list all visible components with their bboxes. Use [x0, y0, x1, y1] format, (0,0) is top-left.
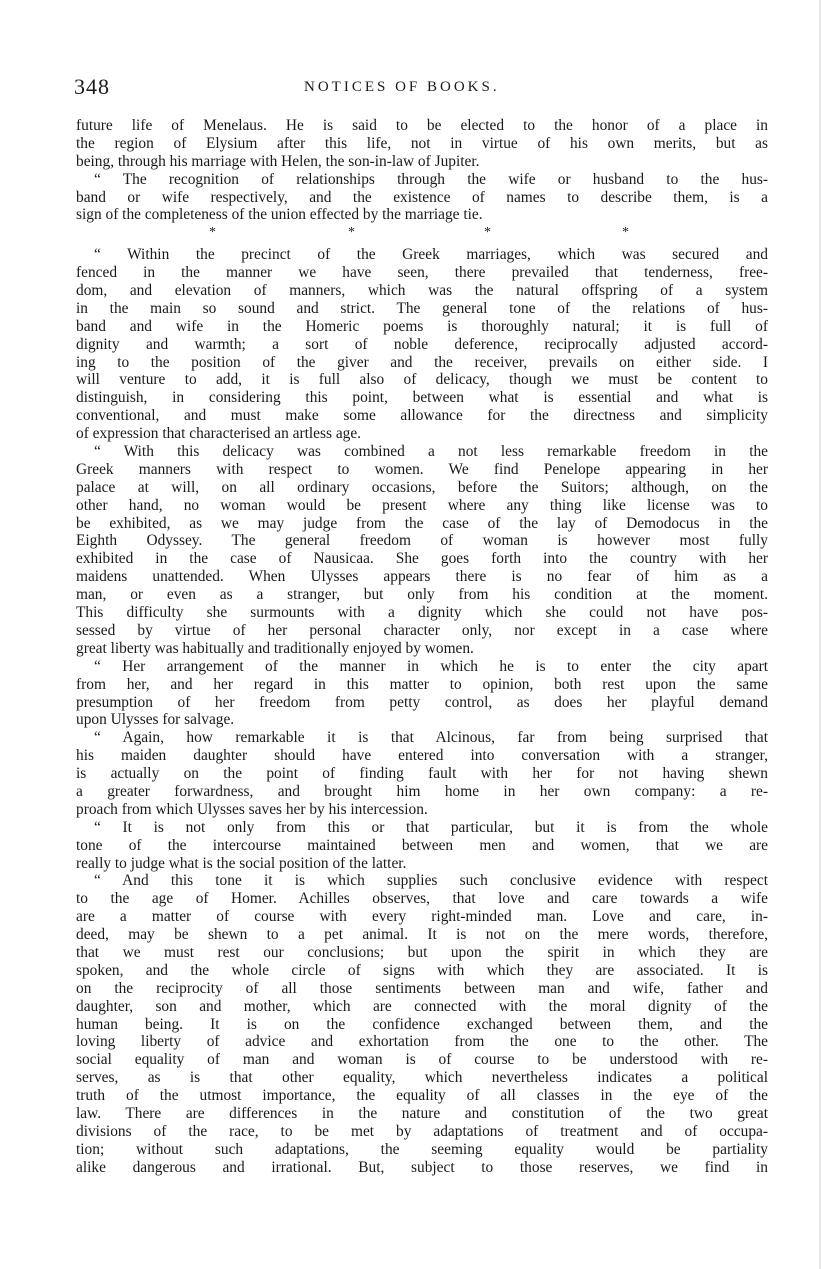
text-line: really to judge what is the social position of the latter. [76, 854, 407, 872]
text-line: “ The recognition of relationships through the wife or husband to the hus- [94, 170, 768, 188]
text-line: palace at will, on all ordinary occasions, before the Suitors; although, on the [76, 478, 768, 496]
text-line: a greater forwardness, and brought him home in her own company: a re- [76, 782, 768, 800]
text-line: of expression that characterised an artless age. [76, 425, 362, 443]
text-line: conventional, and must make some allowance for the directness and simplicity [76, 407, 768, 425]
asterisk: * [348, 225, 355, 241]
text-line: are a matter of course with every right-minded man. Love and care, in- [76, 908, 768, 926]
page-header [74, 74, 774, 104]
text-line: “ Her arrangement of the manner in which he is to enter the city apart [94, 657, 768, 675]
text-line: band or wife respectively, and the existence of names to describe them, is a [76, 188, 768, 206]
text-line: upon Ulysses for salvage. [76, 711, 235, 729]
text-line: will venture to add, it is full also of delicacy, though we must be content to [76, 371, 768, 389]
text-line: from her, and her regard in this matter to opinion, both rest upon the same [76, 675, 768, 693]
text-line: Greek manners with respect to women. We find Penelope appearing in her [76, 460, 768, 478]
text-line: Eighth Odyssey. The general freedom of woman is however most fully [76, 532, 768, 550]
asterisk: * [622, 225, 629, 241]
text-line: truth of the utmost importance, the equality of all classes in the eye of the [76, 1087, 768, 1105]
text-line: future life of Menelaus. He is said to be elected to the honor of a place in [76, 117, 768, 134]
text-line: to the age of Homer. Achilles observes, that love and care towards a wife [76, 890, 768, 908]
text-line: law. There are differences in the nature and constitution of the two great [76, 1104, 768, 1122]
text-line: band and wife in the Homeric poems is thoroughly natural; it is full of [76, 317, 768, 335]
text-line: “ Again, how remarkable it is that Alcinous, far from being surprised that [94, 729, 768, 747]
text-line: be exhibited, as we may judge from the case of the lay of Demodocus in the [76, 514, 768, 532]
asterisk: * [209, 225, 216, 241]
text-line: ing to the position of the giver and the receiver, prevails on either side. I [76, 353, 768, 371]
text-line: “ And this tone it is which supplies such conclusive evidence with respect [94, 872, 768, 890]
text-line: in the main so sound and strict. The general tone of the relations of hus- [76, 299, 768, 317]
text-line: other hand, no woman would be present where any thing like license was to [76, 496, 768, 514]
text-line: his maiden daughter should have entered into conversation with a stranger, [76, 747, 768, 765]
text-line: distinguish, in considering this point, between what is essential and what is [76, 389, 768, 407]
section-separator [76, 224, 768, 242]
text-line: exhibited in the case of Nausicaa. She goes forth into the country with her [76, 550, 768, 568]
text-line: divisions of the race, to be met by adaptations of treatment and of occupa- [76, 1122, 768, 1140]
text-line: dignity and warmth; a sort of noble deference, reciprocally adjusted accord- [76, 335, 768, 353]
text-line: being, through his marriage with Helen, the son-in-law of Jupiter. [76, 152, 480, 170]
text-line: man, or even as a stranger, but only from his condition at the moment. [76, 586, 768, 604]
text-line: loving liberty of advice and exhortation from the one to the other. The [76, 1033, 768, 1051]
running-head: NOTICES OF BOOKS. [304, 79, 500, 95]
page-edge-shadow [819, 0, 821, 1269]
text-line: dom, and elevation of manners, which was the natural offspring of a system [76, 282, 768, 300]
text-line: is actually on the point of finding fault with her for not having shewn [76, 765, 768, 783]
spacer [76, 242, 768, 246]
text-line: tone of the intercourse maintained between men and women, that we are [76, 836, 768, 854]
text-line: social equality of man and woman is of course to be understood with re- [76, 1051, 768, 1069]
text-line: proach from which Ulysses saves her by his intercession. [76, 800, 428, 818]
text-line: alike dangerous and irrational. But, subject to those reserves, we find in [76, 1158, 768, 1176]
body-text [76, 117, 768, 1177]
text-line: presumption of her freedom from petty control, as does her playful demand [76, 693, 768, 711]
text-line: fenced in the manner we have seen, there prevailed that tenderness, free- [76, 264, 768, 282]
text-line: that we must rest our conclusions; but upon the spirit in which they are [76, 943, 768, 961]
page-number: 348 [74, 74, 110, 99]
text-line: on the reciprocity of all those sentiments between man and wife, father and [76, 979, 768, 997]
asterisk: * [484, 225, 491, 241]
text-line: spoken, and the whole circle of signs with which they are associated. It is [76, 961, 768, 979]
text-line: maidens unattended. When Ulysses appears there is no fear of him as a [76, 568, 768, 586]
text-line: “ Within the precinct of the Greek marriages, which was secured and [94, 246, 768, 264]
text-line: the region of Elysium after this life, not in virtue of his own merits, but as [76, 134, 768, 152]
text-line: “ With this delicacy was combined a not less remarkable freedom in the [94, 443, 768, 461]
text-line: sessed by virtue of her personal character only, nor except in a case where [76, 621, 768, 639]
text-line: “ It is not only from this or that particular, but it is from the whole [94, 818, 768, 836]
text-line: serves, as is that other equality, which nevertheless indicates a political [76, 1069, 768, 1087]
text-line: This difficulty she surmounts with a dignity which she could not have pos- [76, 604, 768, 622]
text-line: daughter, son and mother, which are connected with the moral dignity of the [76, 997, 768, 1015]
text-line: tion; without such adaptations, the seeming equality would be partiality [76, 1140, 768, 1158]
text-line: deed, may be shewn to a pet animal. It is not on the mere words, therefore, [76, 926, 768, 944]
text-line: great liberty was habitually and traditionally enjoyed by women. [76, 639, 474, 657]
text-line: sign of the completeness of the union effected by the marriage tie. [76, 206, 483, 224]
text-line: human being. It is on the confidence exchanged between them, and the [76, 1015, 768, 1033]
